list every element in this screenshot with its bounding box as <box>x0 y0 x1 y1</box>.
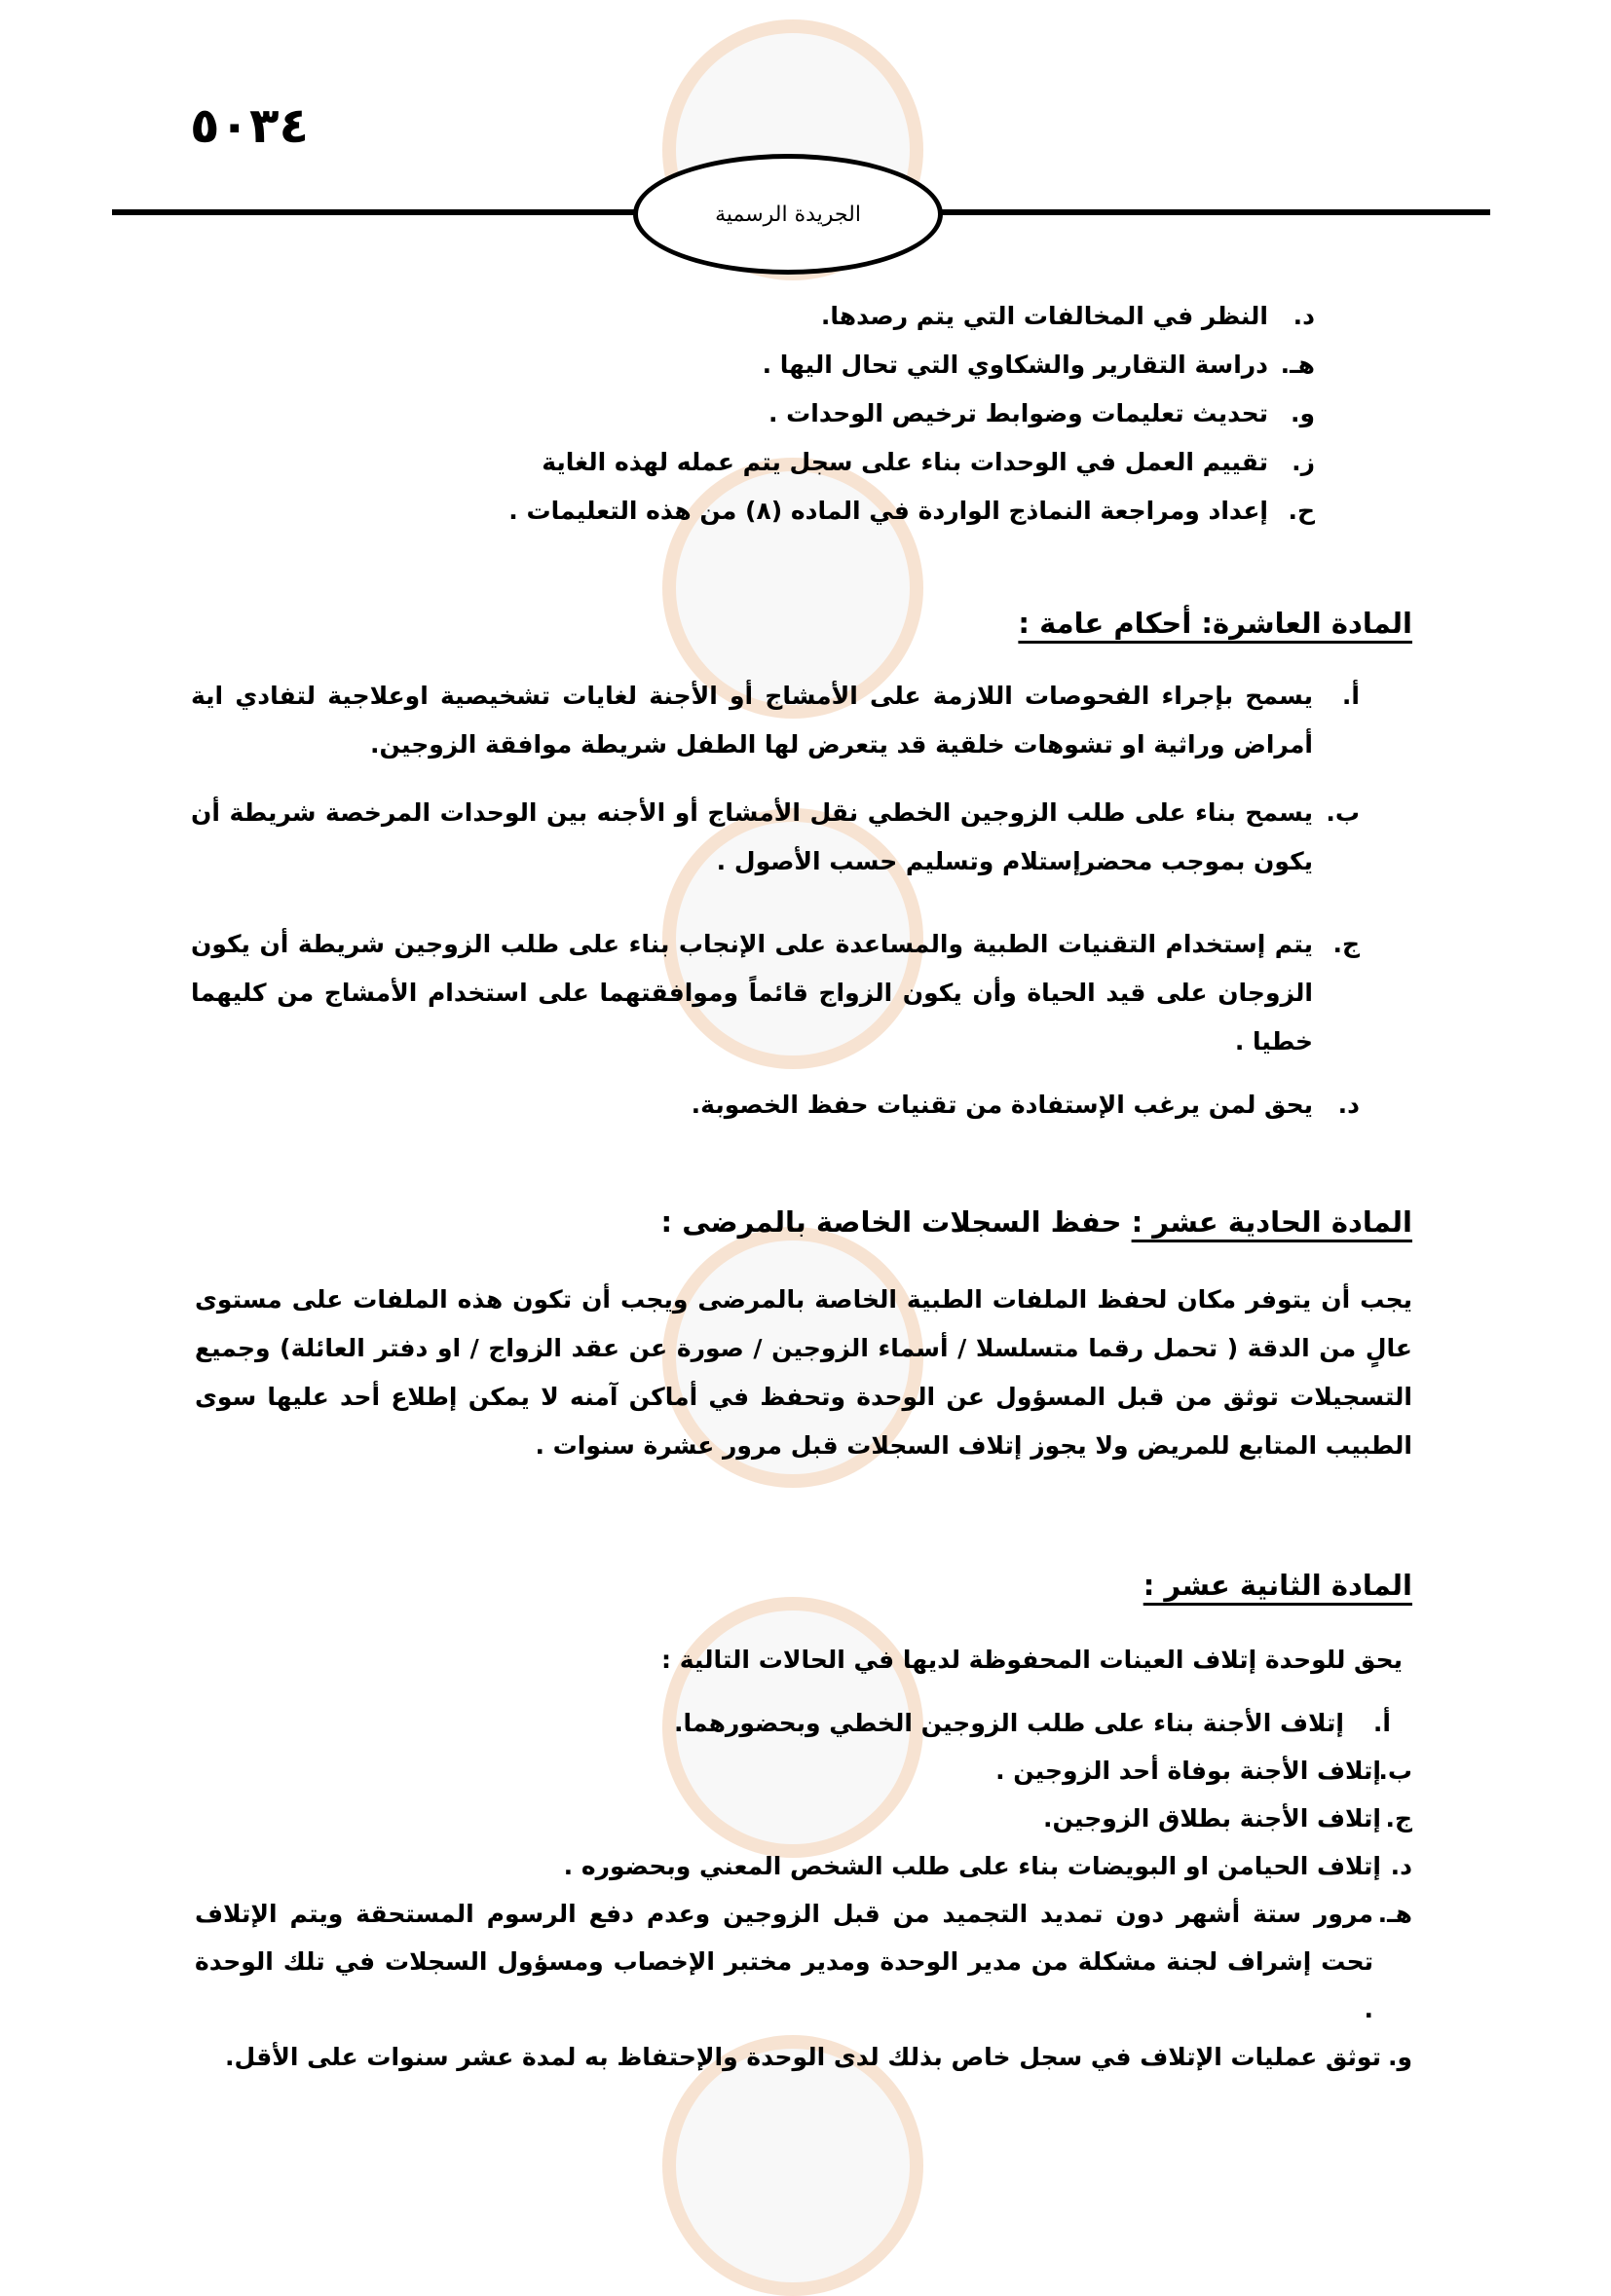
item-text: إتلاف الأجنة بطلاق الزوجين. <box>1043 1804 1381 1833</box>
item-text: تحديث تعليمات وضوابط ترخيص الوحدات . <box>768 399 1268 427</box>
item-label: هـ. <box>1377 1900 1412 1928</box>
item-label: د. <box>1390 1852 1412 1880</box>
item-label: و. <box>1387 2043 1412 2071</box>
article11-body: يجب أن يتوفر مكان لحفظ الملفات الطبية الخاصة بالمرضى ويجب أن تكون هذه الملفات على مستوى عالٍ من الدقة ( تحمل رقما متسلسلا / أسماء الزوجين / صورة عن عقد الزواج / او دفتر العائلة) وجميع التسجيلات توثق من قبل المسؤول عن الوحدة وتحفظ في أماكن آمنه لا يمكن إطلاع أحد عليها سوى الطبيب المتابع للمريض ولا يجوز إتلاف السجلات قبل مرور عشرة سنوات . <box>195 1285 1412 1460</box>
list-item <box>191 672 1360 769</box>
item-text: دراسة التقارير والشكاوي التي تحال اليها . <box>762 351 1268 379</box>
article12-items <box>195 1699 1412 2081</box>
list-item <box>195 1795 1412 1842</box>
continued-list <box>438 292 1315 536</box>
gazette-title: الجريدة الرسمية <box>715 202 861 227</box>
list-item <box>438 292 1315 341</box>
list-item <box>191 920 1360 1066</box>
item-label: ج. <box>1332 930 1360 958</box>
article11-heading-title: حفظ السجلات الخاصة بالمرضى : <box>660 1205 1122 1239</box>
article12-heading: المادة الثانية عشر : <box>1143 1569 1412 1602</box>
article10-heading: المادة العاشرة: أحكام عامة : <box>1018 607 1412 640</box>
item-text: إتلاف الحيامن او البويضات بناء على طلب الشخص المعني وبحضوره . <box>563 1852 1381 1880</box>
item-text: يحق لمن يرغب الإستفادة من تقنيات حفظ الخصوبة. <box>691 1091 1313 1119</box>
item-label: ز. <box>1292 448 1315 476</box>
item-label: أ. <box>1372 1709 1391 1737</box>
list-item <box>438 487 1315 536</box>
item-label: د. <box>1337 1091 1360 1119</box>
item-text: يسمح بإجراء الفحوصات اللازمة على الأمشاج أو الأجنة لغايات تشخيصية اوعلاجية لتفادي اية أمراض وراثية او تشوهات خلقية قد يتعرض لها الطفل شريطة موافقة الزوجين. <box>191 682 1313 759</box>
page-number: ٥٠٣٤ <box>190 97 310 154</box>
list-item <box>191 1081 1360 1129</box>
item-label: ب. <box>1326 798 1360 827</box>
item-text: يتم إستخدام التقنيات الطبية والمساعدة على الإنجاب بناء على طلب الزوجين شريطة أن يكون الزوجان على قيد الحياة وأن يكون الزواج قائماً وموافقتهما على استخدام الأمشاج من كليهما خطيا . <box>191 930 1313 1055</box>
article10-items <box>191 672 1360 1129</box>
list-item <box>195 1747 1412 1795</box>
item-text: إتلاف الأجنة بوفاة أحد الزوجين . <box>995 1757 1381 1785</box>
list-item <box>195 1699 1412 1747</box>
list-item <box>438 341 1315 389</box>
list-item <box>191 789 1360 886</box>
item-text: إعداد ومراجعة النماذج الواردة في الماده (٨) من هذه التعليمات . <box>508 497 1268 525</box>
list-item <box>195 2033 1412 2081</box>
list-item <box>438 389 1315 438</box>
list-item <box>195 1890 1412 2033</box>
item-label: د. <box>1293 302 1315 330</box>
item-text: النظر في المخالفات التي يتم رصدها. <box>820 302 1268 330</box>
item-label: أ. <box>1341 682 1360 710</box>
item-text: مرور ستة أشهر دون تمديد التجميد من قبل الزوجين وعدم دفع الرسوم المستحقة ويتم الإتلاف تحت إشراف لجنة مشكلة من مدير الوحدة ومدير مختبر الإخصاب ومسؤول السجلات في تلك الوحدة . <box>195 1900 1373 2023</box>
item-label: ح. <box>1288 497 1315 525</box>
item-text: تقييم العمل في الوحدات بناء على سجل يتم عمله لهذه الغاية <box>542 448 1268 476</box>
article11-heading <box>661 1203 1412 1241</box>
item-label: ج. <box>1385 1804 1412 1833</box>
gazette-title-oval <box>633 154 943 275</box>
article11-heading-number: المادة الحادية عشر : <box>1131 1205 1412 1239</box>
item-label: هـ. <box>1280 351 1315 379</box>
item-text: يسمح بناء على طلب الزوجين الخطي نقل الأمشاج أو الأجنه بين الوحدات المرخصة شريطة أن يكون بموجب محضرإستلام وتسليم حسب الأصول . <box>191 798 1313 875</box>
article12-intro: يحق للوحدة إتلاف العينات المحفوظة لديها في الحالات التالية : <box>661 1646 1403 1674</box>
item-label: ب. <box>1378 1757 1412 1785</box>
item-text: إتلاف الأجنة بناء على طلب الزوجين الخطي وبحضورهما. <box>673 1709 1344 1737</box>
list-item <box>438 438 1315 487</box>
list-item <box>195 1842 1412 1890</box>
item-text: توثق عمليات الإتلاف في سجل خاص بذلك لدى الوحدة والإحتفاظ به لمدة عشر سنوات على الأقل. <box>225 2043 1381 2071</box>
item-label: و. <box>1290 399 1315 427</box>
